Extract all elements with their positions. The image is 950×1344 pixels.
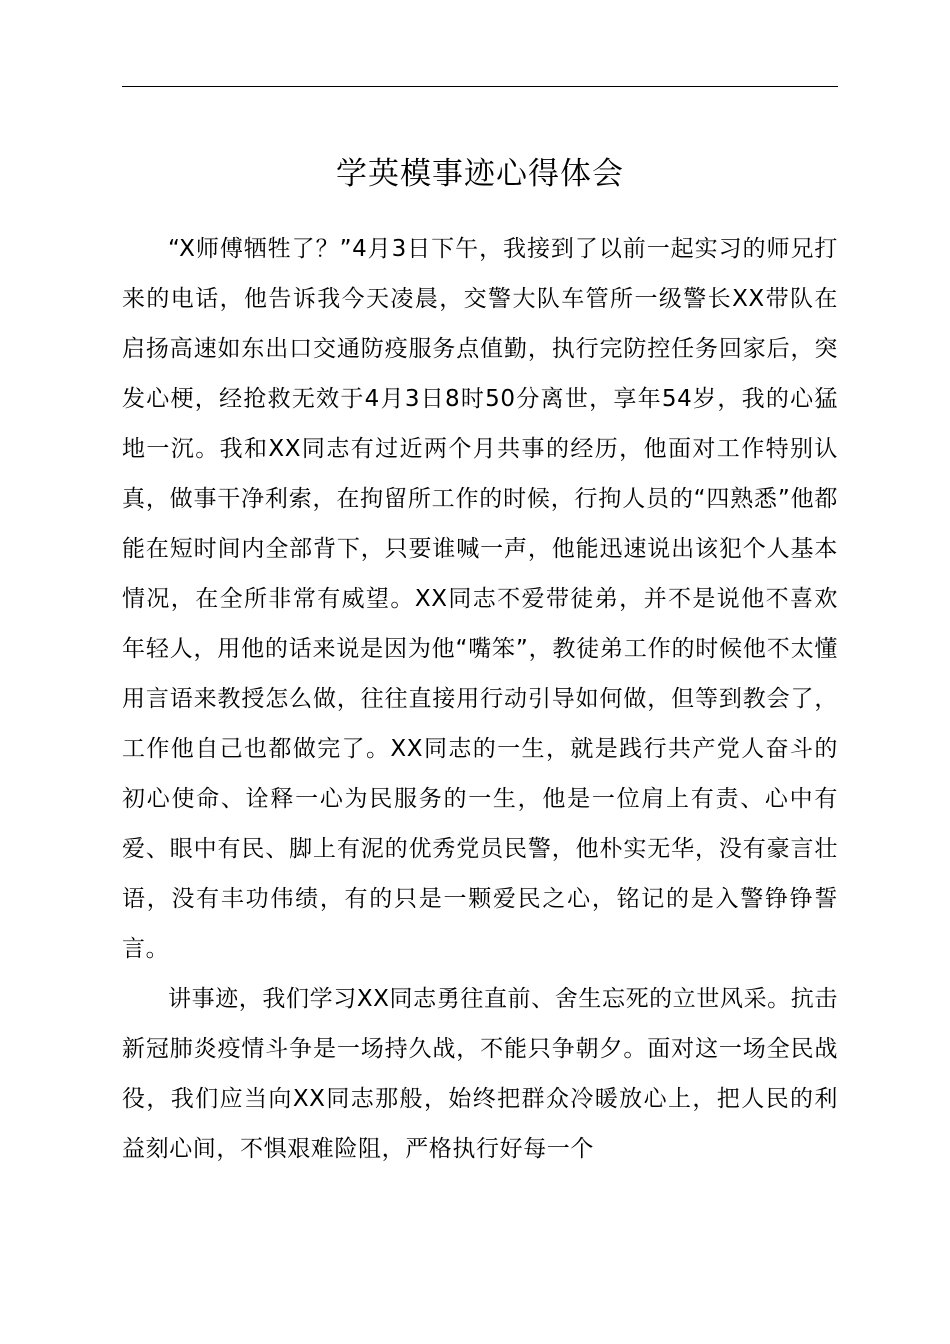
document-title: 学英模事迹心得体会 xyxy=(336,156,624,192)
paragraph-1: “X师傅牺牲了？”4月3日下午，我接到了以前一起实习的师兄打来的电话，他告诉我今天凌晨，交警大队车管所一级警长XX带队在启扬高速如东出口交通防疫服务点值勤，执行完防控任务回家后，突发心梗，经抢救无效于4月3日8时50分离世，享年54岁，我的心猛地一沉。我和XX同志有过近两个月共事的经历，他面对工作特别认真，做事干净利索，在拘留所工作的时候，行拘人员的“四熟悉”他都能在短时间内全部背下，只要谁喊一声，他能迅速说出该犯个人基本情况，在全所非常有威望。XX同志不爱带徒弟，并不是说他不喜欢年轻人，用他的话来说是因为他“嘴笨”，教徒弟工作的时候他不太懂用言语来教授怎么做，往往直接用行动引导如何做，但等到教会了，工作他自己也都做完了。XX同志的一生，就是践行共产党人奋斗的初心使命、诠释一心为民服务的一生，他是一位肩上有责、心中有爱、眼中有民、脚上有泥的优秀党员民警，他朴实无华，没有豪言壮语，没有丰功伟绩，有的只是一颗爱民之心，铭记的是入警铮铮誓言。 xyxy=(122,236,838,962)
paragraph-2: 讲事迹，我们学习XX同志勇往直前、舍生忘死的立世风采。抗击新冠肺炎疫情斗争是一场持久战，不能只争朝夕。面对这一场全民战役，我们应当向XX同志那般，始终把群众冷暖放心上，把人民的利益刻心间，不惧艰难险阻，严格执行好每一个 xyxy=(122,986,838,1162)
header-rule xyxy=(122,86,838,87)
document-body xyxy=(122,224,838,1174)
